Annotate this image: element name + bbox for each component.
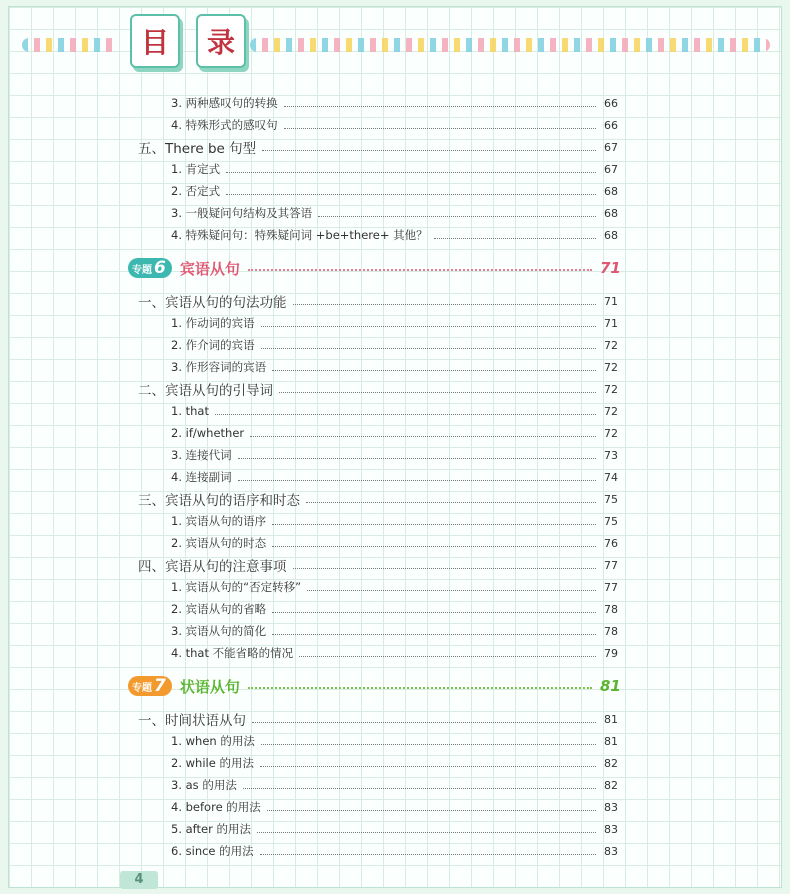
toc-subsection-entry[interactable]: [171, 202, 618, 224]
toc-subsection-entry[interactable]: [171, 576, 618, 598]
entry-title: 2. 宾语从句的时态: [171, 536, 267, 550]
toc-subsection-entry[interactable]: [171, 356, 618, 378]
chapter-badge-label: 专题: [132, 682, 152, 694]
leader-dots: [272, 546, 596, 547]
chapter-title: 宾语从句: [179, 259, 240, 278]
leader-dots: [284, 128, 596, 129]
leader-dots: [261, 326, 596, 327]
leader-dots: [267, 810, 596, 811]
chapter-page: 81: [600, 677, 621, 695]
entry-title: 4. 连接副词: [171, 470, 232, 484]
entry-title: 1. 肯定式: [171, 162, 221, 176]
toc-subsection-entry[interactable]: [171, 818, 618, 840]
chapter-badge-label: 专题: [132, 264, 152, 276]
entry-page: 77: [604, 558, 618, 572]
entry-title: 4. 特殊形式的感叹句: [171, 118, 278, 132]
toc-subsection-entry[interactable]: [171, 752, 618, 774]
leader-dots: [272, 634, 596, 635]
entry-page: 68: [604, 184, 618, 198]
toc-section-entry[interactable]: [138, 554, 618, 576]
entry-title: 三、宾语从句的语序和时态: [138, 493, 300, 509]
leader-dots: [257, 832, 596, 833]
entry-page: 78: [604, 602, 618, 616]
toc-section-entry[interactable]: [138, 136, 618, 158]
entry-page: 79: [604, 646, 618, 660]
toc-subsection-entry[interactable]: [171, 598, 618, 620]
entry-title: 3. 宾语从句的简化: [171, 624, 267, 638]
entry-page: 83: [604, 822, 618, 836]
entry-title: 3. 作形容词的宾语: [171, 360, 267, 374]
entry-title: 1. 宾语从句的语序: [171, 514, 267, 528]
entry-page: 81: [604, 734, 618, 748]
chapter-heading[interactable]: [128, 255, 620, 281]
leader-dots: [272, 524, 596, 525]
toc-section-entry[interactable]: [138, 708, 618, 730]
entry-page: 73: [604, 448, 618, 462]
toc-subsection-entry[interactable]: [171, 224, 618, 246]
entry-page: 72: [604, 338, 618, 352]
chapter-badge: [128, 258, 172, 278]
chapter-badge: [128, 676, 172, 696]
entry-title: 5. after 的用法: [171, 822, 251, 836]
entry-page: 82: [604, 778, 618, 792]
entry-page: 75: [604, 514, 618, 528]
entry-page: 72: [604, 404, 618, 418]
entry-page: 71: [604, 316, 618, 330]
toc-subsection-entry[interactable]: [171, 158, 618, 180]
leader-dots: [238, 480, 596, 481]
leader-dots: [260, 766, 596, 767]
entry-page: 78: [604, 624, 618, 638]
chapter-number: 6: [154, 258, 166, 278]
leader-dots: [248, 687, 592, 689]
entry-title: 1. 作动词的宾语: [171, 316, 255, 330]
toc-subsection-entry[interactable]: [171, 840, 618, 862]
leader-dots: [306, 502, 596, 503]
entry-title: 2. 否定式: [171, 184, 221, 198]
leader-dots: [250, 436, 596, 437]
toc-subsection-entry[interactable]: [171, 532, 618, 554]
entry-page: 76: [604, 536, 618, 550]
entry-title: 一、宾语从句的句法功能: [138, 295, 287, 311]
leader-dots: [293, 568, 597, 569]
entry-title: 1. 宾语从句的“否定转移”: [171, 580, 302, 594]
leader-dots: [261, 744, 596, 745]
leader-dots: [252, 722, 596, 723]
title-char-2: 录: [196, 14, 246, 68]
chapter-page: 71: [600, 259, 621, 277]
leader-dots: [307, 590, 596, 591]
leader-dots: [284, 106, 596, 107]
leader-dots: [261, 348, 596, 349]
entry-page: 81: [604, 712, 618, 726]
entry-page: 82: [604, 756, 618, 770]
entry-page: 67: [604, 140, 618, 154]
toc-subsection-entry[interactable]: [171, 620, 618, 642]
toc-subsection-entry[interactable]: [171, 466, 618, 488]
entry-title: 4. 特殊疑问句：特殊疑问词 +be+there+ 其他？: [171, 228, 428, 242]
entry-title: 2. 作介词的宾语: [171, 338, 255, 352]
leader-dots: [272, 612, 596, 613]
toc-subsection-entry[interactable]: [171, 334, 618, 356]
entry-title: 6. since 的用法: [171, 844, 254, 858]
entry-title: 4. before 的用法: [171, 800, 261, 814]
toc-subsection-entry[interactable]: [171, 774, 618, 796]
toc-section-entry[interactable]: [138, 378, 618, 400]
entry-page: 72: [604, 360, 618, 374]
toc-subsection-entry[interactable]: [171, 730, 618, 752]
entry-page: 83: [604, 800, 618, 814]
entry-page: 72: [604, 382, 618, 396]
leader-dots: [434, 238, 596, 239]
toc-subsection-entry[interactable]: [171, 114, 618, 136]
leader-dots: [248, 269, 592, 271]
leader-dots: [226, 172, 596, 173]
entry-page: 83: [604, 844, 618, 858]
leader-dots: [272, 370, 596, 371]
entry-title: 2. while 的用法: [171, 756, 254, 770]
entry-page: 71: [604, 294, 618, 308]
leader-dots: [215, 414, 596, 415]
toc-subsection-entry[interactable]: [171, 92, 618, 114]
entry-title: 2. 宾语从句的省略: [171, 602, 267, 616]
chapter-heading[interactable]: [128, 673, 620, 699]
entry-page: 66: [604, 118, 618, 132]
chapter-number: 7: [154, 676, 166, 696]
leader-dots: [262, 150, 596, 151]
entry-page: 66: [604, 96, 618, 110]
entry-page: 77: [604, 580, 618, 594]
chapter-title: 状语从句: [179, 677, 240, 696]
entry-title: 4. that 不能省略的情况: [171, 646, 294, 660]
toc-subsection-entry[interactable]: [171, 400, 618, 422]
toc-section-entry[interactable]: [138, 488, 618, 510]
toc-section-entry[interactable]: [138, 290, 618, 312]
toc-subsection-entry[interactable]: [171, 180, 618, 202]
entry-page: 75: [604, 492, 618, 506]
leader-dots: [318, 216, 596, 217]
leader-dots: [299, 656, 596, 657]
leader-dots: [293, 304, 597, 305]
entry-title: 1. when 的用法: [171, 734, 255, 748]
leader-dots: [279, 392, 596, 393]
entry-title: 四、宾语从句的注意事项: [138, 559, 287, 575]
leader-dots: [260, 854, 596, 855]
entry-title: 3. 连接代词: [171, 448, 232, 462]
entry-title: 二、宾语从句的引导词: [138, 383, 273, 399]
toc-subsection-entry[interactable]: [171, 796, 618, 818]
toc-subsection-entry[interactable]: [171, 444, 618, 466]
entry-title: 一、时间状语从句: [138, 713, 246, 729]
toc-subsection-entry[interactable]: [171, 642, 618, 664]
entry-title: 1. that: [171, 404, 209, 418]
toc-subsection-entry[interactable]: [171, 422, 618, 444]
page-number: 4: [120, 871, 158, 889]
toc-subsection-entry[interactable]: [171, 510, 618, 532]
title-char-1: 目: [130, 14, 180, 68]
entry-title: 3. as 的用法: [171, 778, 237, 792]
entry-page: 67: [604, 162, 618, 176]
leader-dots: [226, 194, 596, 195]
entry-title: 3. 一般疑问句结构及其答语: [171, 206, 313, 220]
entry-page: 68: [604, 228, 618, 242]
entry-title: 2. if/whether: [171, 426, 245, 440]
entry-page: 74: [604, 470, 618, 484]
leader-dots: [238, 458, 596, 459]
entry-title: 3. 两种感叹句的转换: [171, 96, 278, 110]
leader-dots: [243, 788, 596, 789]
toc-subsection-entry[interactable]: [171, 312, 618, 334]
entry-page: 72: [604, 426, 618, 440]
entry-title: 五、There be 句型: [138, 141, 257, 157]
entry-page: 68: [604, 206, 618, 220]
